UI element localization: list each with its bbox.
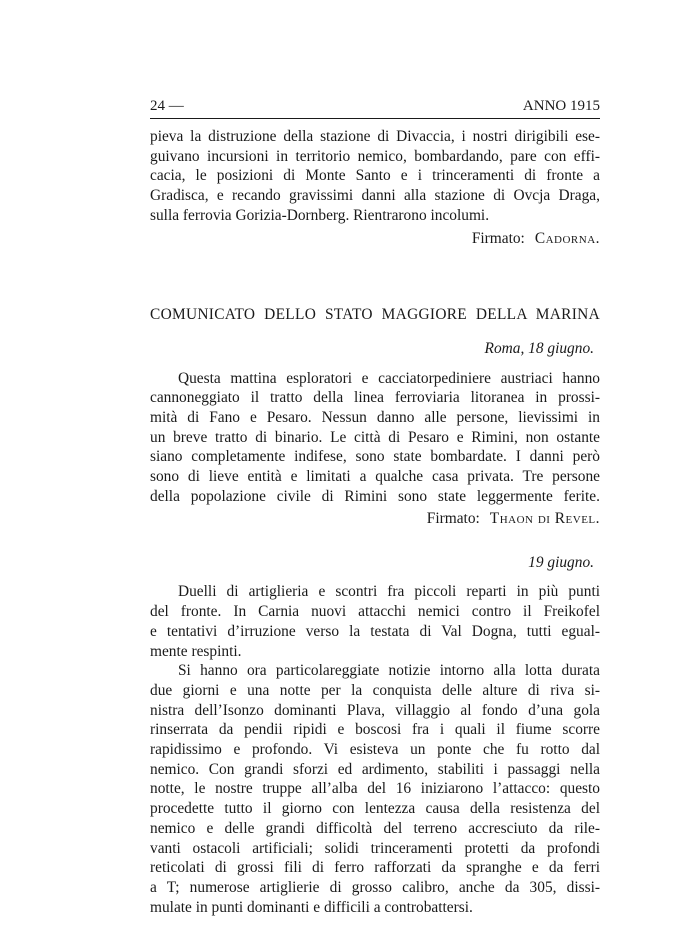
text-line: nemico. Con grandi sforzi ed ardimento, stabiliti i passaggi nella	[150, 760, 600, 778]
marina-bulletin	[150, 369, 600, 507]
text-line: vanti ostacoli artificiali; solidi trinceramenti protetti da profondi	[150, 839, 600, 857]
text-line: cannoneggiato il tratto della linea ferroviaria litoranea in prossi-	[150, 389, 600, 407]
text-line: un breve tratto di binario. Le città di Pesaro e Rimini, non ostante	[150, 428, 600, 446]
signature-label: Firmato:	[426, 510, 480, 528]
text-line: cacia, le posizioni di Monte Santo e i trinceramenti di fronte a	[150, 167, 600, 185]
page-number: 24 —	[150, 98, 184, 114]
text-line: reticolati di grossi fili di ferro rafforzati da spranghe e da ferri	[150, 859, 600, 877]
bulletin-19-giugno-p2	[150, 661, 600, 917]
text-line: Gradisca, e recando gravissimi danni alla stazione di Ovcja Draga,	[150, 187, 600, 205]
text-line: Duelli di artiglieria e scontri fra piccoli reparti in più punti	[178, 583, 600, 601]
text-line: siano completamente indifese, sono state bombardate. I danni però	[150, 448, 600, 466]
text-line: pieva la distruzione della stazione di Divaccia, i nostri dirigibili ese-	[150, 128, 600, 145]
signature-cadorna	[150, 230, 600, 248]
signature-label: Firmato:	[471, 229, 525, 247]
text-line: e tentativi d’irruzione verso la testata di Val Dogna, tutti egual-	[150, 622, 600, 640]
text-line: del fronte. In Carnia nuovi attacchi nemici contro il Freikofel	[150, 603, 600, 621]
running-header	[150, 98, 600, 119]
section-title: COMUNICATO DELLO STATO MAGGIORE DELLA MARINA	[150, 305, 600, 323]
dateline-roma: Roma, 18 giugno.	[484, 339, 594, 357]
dateline-19-giugno: 19 giugno.	[528, 554, 594, 572]
text-line: nistra dell’Isonzo dominanti Plava, villaggio al fondo d’una gola	[150, 701, 600, 719]
book-page	[150, 98, 600, 917]
text-line: mità di Fano e Pesaro. Nessun danno alle persone, lievissimi in	[150, 408, 600, 426]
signature-name: Cadorna.	[534, 229, 600, 247]
text-line: Questa mattina esploratori e cacciatorpediniere austriaci hanno	[178, 369, 600, 387]
text-line: nemico e delle grandi difficoltà del terreno accresciuto da rile-	[150, 819, 600, 837]
text-line: sono di lieve entità e limitati a qualche casa privata. Tre persone	[150, 468, 600, 486]
text-line: due giorni e una notte per la conquista delle alture di riva si-	[150, 681, 600, 699]
text-line: mulate in punti dominanti e difficili a controbattersi.	[150, 898, 473, 916]
text-line: rapidissimo e profondo. Vi esisteva un ponte che fu rotto dal	[150, 741, 600, 759]
signature-name: Thaon di Revel.	[489, 510, 600, 528]
cadorna-bulletin-end	[150, 127, 600, 226]
text-line: della popolazione civile di Rimini sono state leggermente ferite.	[150, 487, 600, 505]
text-line: Si hanno ora particolareggiate notizie intorno alla lotta durata	[178, 662, 600, 680]
text-line: a T; numerose artiglierie di grosso calibro, anche da 305, dissi-	[150, 878, 600, 896]
bulletin-19-giugno-p1	[150, 582, 600, 661]
signature-thaon	[150, 510, 600, 528]
text-line: rinserrata da pendii ripidi e boscosi fra i quali il fiume scorre	[150, 721, 600, 739]
text-line: notte, le nostre truppe all’alba del 16 iniziarono l’attacco: questo	[150, 780, 600, 798]
text-line: sulla ferrovia Gorizia-Dornberg. Rientrarono incolumi.	[150, 206, 490, 224]
text-line: procedette tutto il giorno con lentezza causa della resistenza del	[150, 800, 600, 818]
text-line: guivano incursioni in territorio nemico, bombardando, pare con effi-	[150, 147, 600, 165]
running-title: ANNO 1915	[522, 98, 600, 114]
text-line: mente respinti.	[150, 642, 242, 660]
